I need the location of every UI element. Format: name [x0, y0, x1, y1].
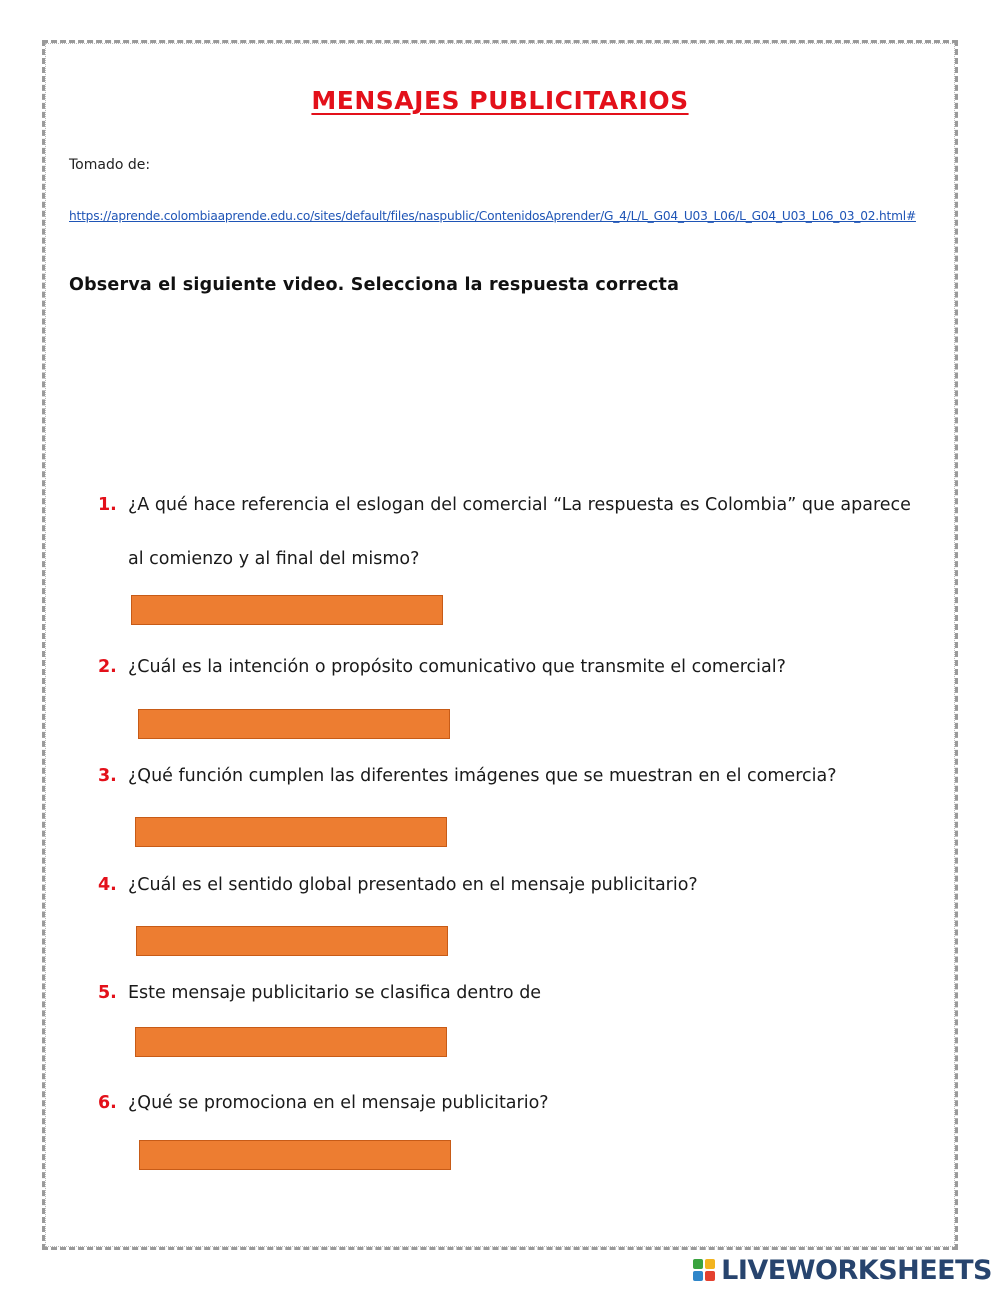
- logo-square-green: [693, 1259, 703, 1269]
- answer-box-2[interactable]: [138, 709, 450, 739]
- question-6: [98, 1093, 549, 1113]
- question-number: 4.: [98, 875, 117, 895]
- question-1: [98, 478, 928, 586]
- question-number: 1.: [98, 495, 117, 515]
- question-4: [98, 875, 698, 895]
- liveworksheets-logo-icon: [693, 1259, 715, 1281]
- question-text: ¿Qué se promociona en el mensaje publicitario?: [128, 1093, 549, 1113]
- question-number: 3.: [98, 766, 117, 786]
- question-number: 2.: [98, 657, 117, 677]
- question-number: 6.: [98, 1093, 117, 1113]
- answer-box-1[interactable]: [131, 595, 443, 625]
- answer-box-4[interactable]: [136, 926, 448, 956]
- answer-box-6[interactable]: [139, 1140, 451, 1170]
- source-link[interactable]: https://aprende.colombiaaprende.edu.co/sites/default/files/naspublic/ContenidosAprender/G_4/L/L_G04_U03_L06/L_G04_U03_L06_03_02.html#: [69, 209, 916, 223]
- logo-square-yellow: [705, 1259, 715, 1269]
- question-text: Este mensaje publicitario se clasifica dentro de: [128, 983, 542, 1003]
- brand-wordmark: LIVEWORKSHEETS: [721, 1254, 992, 1286]
- instruction-text: Observa el siguiente video. Selecciona la respuesta correcta: [69, 275, 680, 295]
- question-text: ¿Qué función cumplen las diferentes imágenes que se muestran en el comercia?: [128, 766, 837, 786]
- question-3: [98, 766, 837, 786]
- question-text: ¿Cuál es el sentido global presentado en el mensaje publicitario?: [128, 875, 698, 895]
- page-title: MENSAJES PUBLICITARIOS: [311, 86, 689, 115]
- question-2: [98, 657, 786, 677]
- answer-box-5[interactable]: [135, 1027, 447, 1057]
- question-number: 5.: [98, 983, 117, 1003]
- answer-box-3[interactable]: [135, 817, 447, 847]
- question-5: [98, 983, 541, 1003]
- liveworksheets-brand: [693, 1252, 992, 1288]
- logo-square-red: [705, 1271, 715, 1281]
- question-text: ¿Cuál es la intención o propósito comunicativo que transmite el comercial?: [128, 657, 786, 677]
- question-text: ¿A qué hace referencia el eslogan del comercial “La respuesta es Colombia” que aparece al comienzo y al final del mismo?: [128, 495, 911, 569]
- logo-square-blue: [693, 1271, 703, 1281]
- source-label: Tomado de:: [69, 157, 151, 173]
